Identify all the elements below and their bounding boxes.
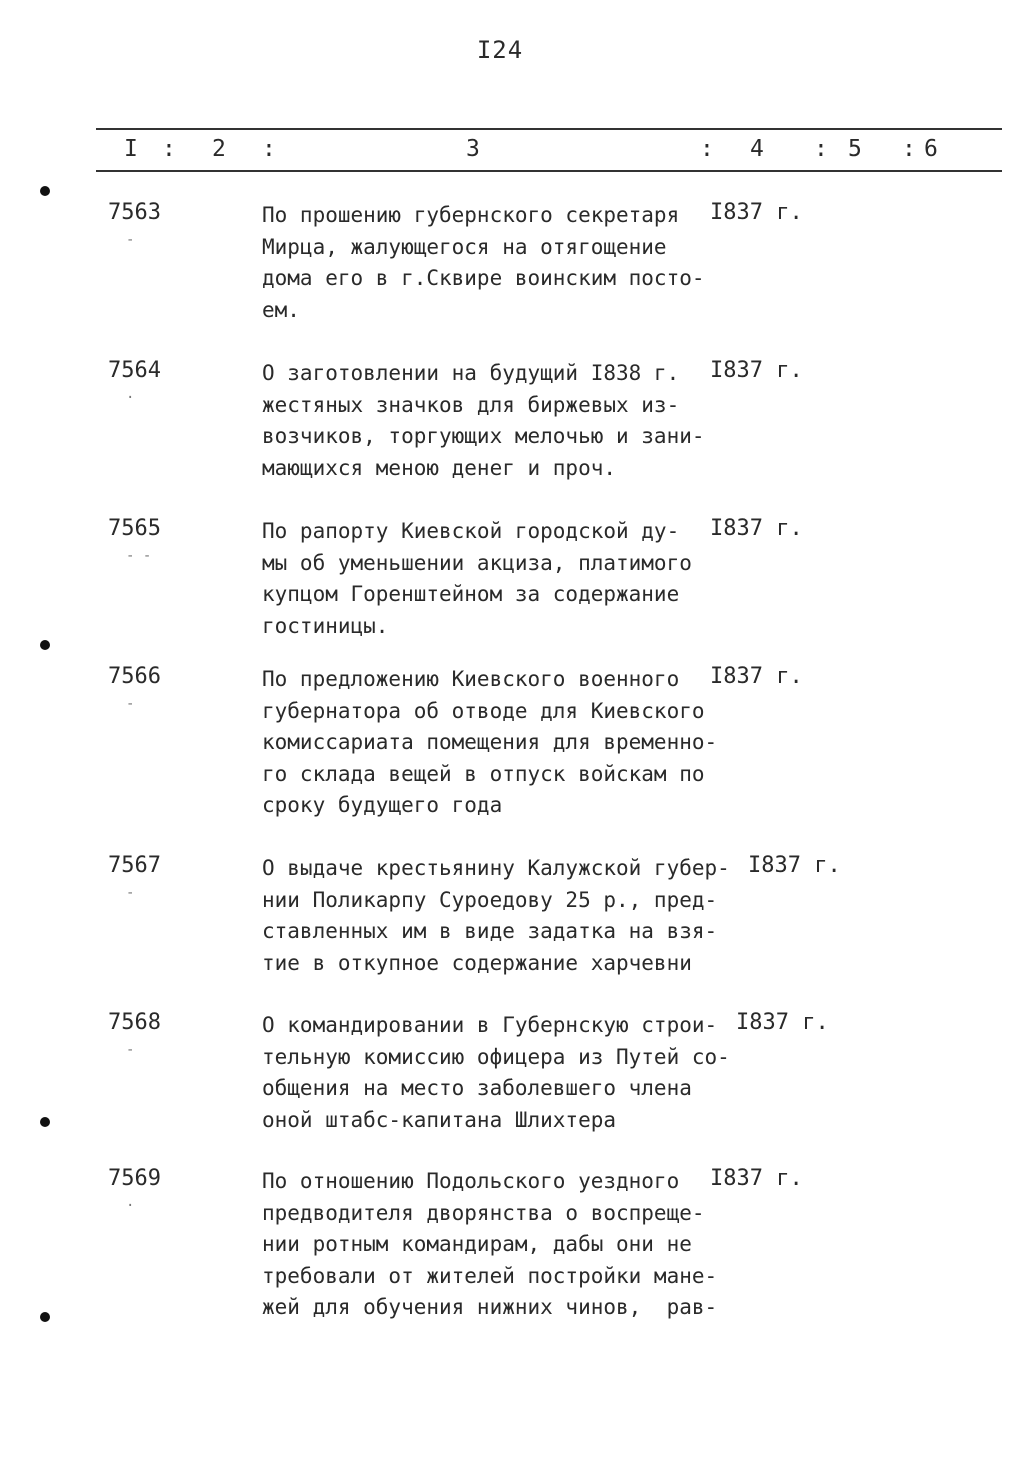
column-6-header: 6 xyxy=(924,136,938,162)
column-separator: : xyxy=(700,136,714,162)
entry-mark: - xyxy=(126,885,135,901)
entry-mark: - - xyxy=(126,548,152,564)
entry-year: I837 г. xyxy=(710,358,803,383)
entry-number: 7565 xyxy=(108,516,161,541)
binder-hole-icon xyxy=(40,1312,50,1322)
column-2-header: 2 xyxy=(212,136,226,162)
column-3-header: 3 xyxy=(466,136,480,162)
table-header-bottom-rule xyxy=(96,170,1002,172)
column-separator: : xyxy=(262,136,276,162)
entry-description: По прошению губернского секретаря Мирца, жалующегося на отягощение дома его в г.Сквире воинским посто- ем. xyxy=(262,203,705,322)
entry-year: I837 г. xyxy=(710,1166,803,1191)
entry-number: 7568 xyxy=(108,1010,161,1035)
entry-year: I837 г. xyxy=(748,853,841,878)
page-number: I24 xyxy=(476,36,524,64)
entry-mark: - xyxy=(126,232,135,248)
entry-mark: · xyxy=(126,1198,135,1214)
binder-hole-icon xyxy=(40,186,50,196)
entry-number: 7567 xyxy=(108,853,161,878)
entry-mark: · xyxy=(126,390,135,406)
column-1-header: I xyxy=(124,136,138,162)
column-separator: : xyxy=(814,136,828,162)
binder-hole-icon xyxy=(40,640,50,650)
entry-description: О заготовлении на будущий I838 г. жестяных значков для биржевых из- возчиков, торгующих мелочью и зани- мающихся менoю денег и проч. xyxy=(262,361,705,480)
column-5-header: 5 xyxy=(848,136,862,162)
column-separator: : xyxy=(162,136,176,162)
entry-description: По предложению Киевского военного губернатора об отводе для Киевского комиссариата помещения для временно- го склада вещей в отпуск войскам по сроку будущего года xyxy=(262,667,718,817)
entry-number: 7563 xyxy=(108,200,161,225)
entry-description: О выдаче крестьянину Калужской губер- нии Поликарпу Суроедову 25 р., пред- ставленных им в виде задатка на взя- тие в откупное содержание харчевни xyxy=(262,856,730,975)
entry-number: 7569 xyxy=(108,1166,161,1191)
entry-mark: - xyxy=(126,696,135,712)
column-separator: : xyxy=(902,136,916,162)
entry-year: I837 г. xyxy=(736,1010,829,1035)
entry-number: 7564 xyxy=(108,358,161,383)
column-4-header: 4 xyxy=(750,136,764,162)
entry-number: 7566 xyxy=(108,664,161,689)
binder-hole-icon xyxy=(40,1117,50,1127)
entry-description: О командировании в Губернскую строи- тельную комиссию офицера из Путей со- общения на место заболевшего члена оной штабс-капитана Шлихтера xyxy=(262,1013,730,1132)
entry-year: I837 г. xyxy=(710,664,803,689)
table-top-rule xyxy=(96,128,1002,130)
entry-year: I837 г. xyxy=(710,516,803,541)
entry-mark: - xyxy=(126,1042,135,1058)
entry-description: По рапорту Киевской городской ду- мы об уменьшении акциза, платимого купцом Горенштейном за содержание гостиницы. xyxy=(262,519,692,638)
entry-year: I837 г. xyxy=(710,200,803,225)
entry-description: По отношению Подольского уездного предводителя дворянства о воспреще- нии ротным командирам, дабы они не требовали от жителей постройки мане- жей для обучения нижних чинов, рав- xyxy=(262,1169,718,1319)
